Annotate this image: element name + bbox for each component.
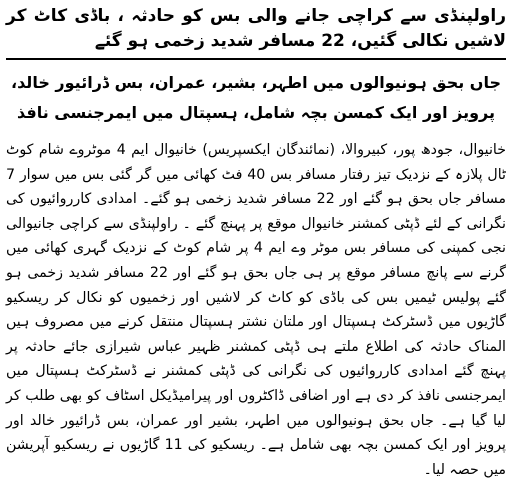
subheadline: جاں بحق ہونیوالوں میں اطہر، بشیر، عمران، بس ڈرائیور خالد، پرویز اور ایک کمسن بچہ شامل، ہسپتال میں ایمرجنسی نافذ [10, 73, 501, 122]
headline: راولپنڈی سے کراچی جانے والی بس کو حادثہ ، باڈی کاٹ کر لاشیں نکالی گئیں، 22 مسافر شدید زخمی ہو گئے [6, 6, 506, 51]
article-body: خانیوال، جودھ پور، کبیروالا، (نمائندگان ایکسپریس) خانیوال ایم 4 موٹروے شام کوٹ ٹال پلازہ کے نزدیک تیز رفتار مسافر بس 40 فٹ کھائی میں گر گئی بس میں سوار 7 مسافر جاں بحق ہو گئے اور 22 مسافر شدید زخمی ہو گئے۔ امدادی کارروائیوں کی نگرانی کے لئے ڈپٹی کمشنر خانیوال موقع پر پہنچ گئے ۔ راولپنڈی سے کراچی جانیوالی نجی کمپنی کی مسافر بس موٹر وے ایم 4 پر شام کوٹ کے نزدیک گہری کھائی میں گرنے سے پانچ مسافر موقع پر ہی جاں بحق ہو گئے اور 22 مسافر شدید زخمی ہو گئے پولیس ٹیمیں بس کی باڈی کو کاٹ کر لاشیں اور زخمیوں کو نکال کر ریسکیو گاڑیوں میں ڈسٹرکٹ ہسپتال اور ملتان نشتر ہسپتال منتقل کرنے میں مصروف ہیں المناک حادثہ کی اطلاع ملتے ہی ڈپٹی کمشنر ظہیر عباس شیرازی جائے حادثہ پر پہنچ گئے امدادی کارروائیوں کی نگرانی کی ڈپٹی کمشنر نے ڈسٹرکٹ ہسپتال میں ایمرجنسی نافذ کر دی ہے اور اضافی ڈاکٹروں اور پیرامیڈیکل اسٹاف کو بھی طلب کر لیا گیا ہے۔ جاں بحق ہونیوالوں میں اطہر، بشیر اور عمران، بس ڈرائیور خالد اور پرویز اور ایک کمسن بچہ بھی شامل ہے۔ ریسکیو کی 11 گاڑیوں نے ریسکیو آپریشن میں حصہ لیا۔ [6, 142, 507, 478]
